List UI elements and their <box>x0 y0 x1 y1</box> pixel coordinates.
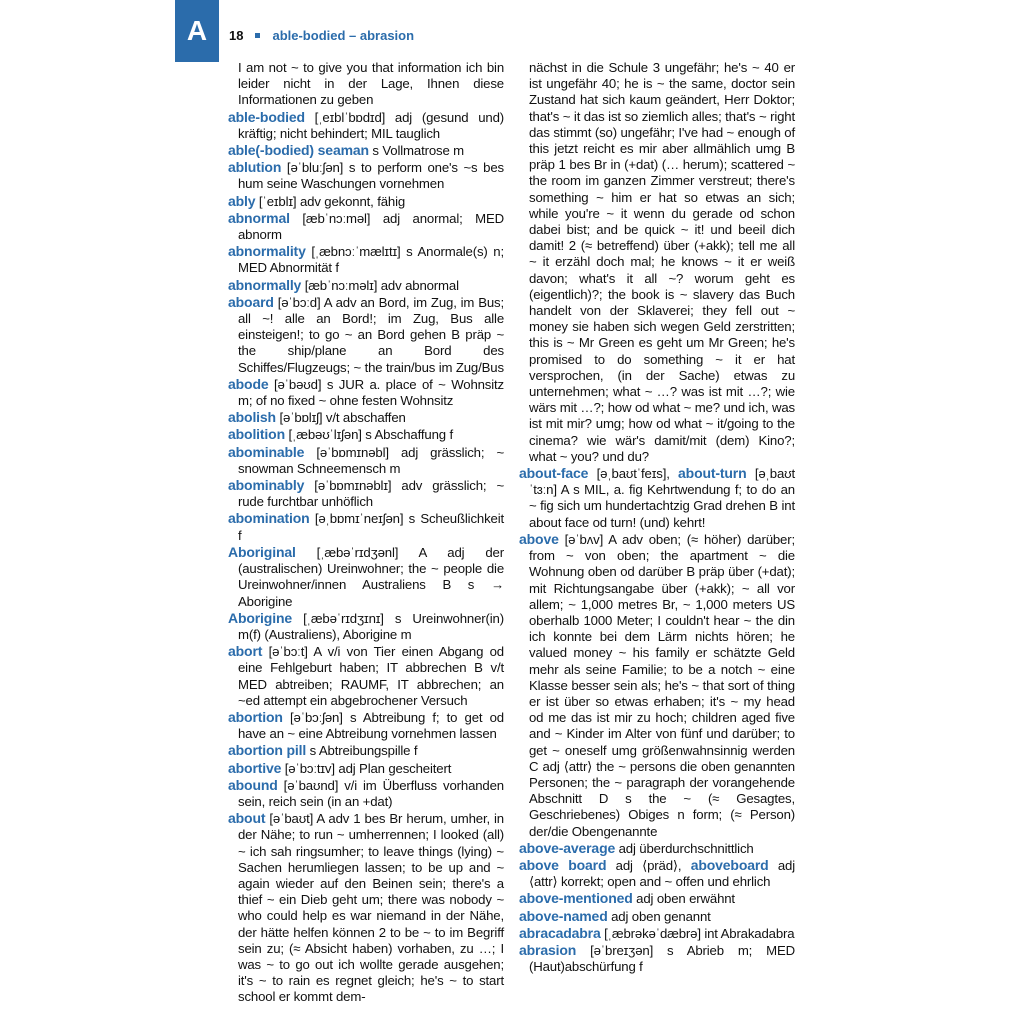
dictionary-entry <box>228 294 504 376</box>
entry-body: [əˈbɒmɪnəblɪ] adv grässlich; ~ rude furchtbar unhöflich <box>238 478 504 510</box>
right-column <box>519 60 795 975</box>
entry-body: [əˈbɒmɪnəbl] adj grässlich; ~ snowman Schneemensch m <box>238 444 504 476</box>
entry-body: [əˈbɒlɪʃ] v/t abschaffen <box>275 410 406 426</box>
section-letter-tab: A <box>175 0 219 62</box>
dictionary-entry <box>228 142 504 159</box>
headword: about <box>228 810 266 827</box>
headword-range: able-bodied – abrasion <box>272 28 415 43</box>
dictionary-entry <box>519 908 795 925</box>
headword: abort <box>228 643 263 660</box>
headword: abolish <box>228 409 276 426</box>
headword: ably <box>228 192 256 209</box>
dictionary-entry <box>228 444 504 477</box>
entry-body: I am not ~ to give you that information ich bin leider nicht in der Lage, Ihnen diese Informationen zu geben <box>238 60 504 108</box>
dictionary-entry <box>228 109 504 142</box>
headword: Aborigine <box>228 609 292 626</box>
entry-body: [ˌæbəˈrɪdʒɪnɪ] s Ureinwohner(in) m(f) (Australiens), Aborigine m <box>238 610 504 642</box>
dictionary-entry <box>228 193 504 210</box>
entry-body: [əˈbaʊnd] v/i im Überfluss vorhanden sein, reich sein (in an +dat) <box>238 777 504 809</box>
entry-body: adj ⟨attr⟩ korrekt; open and ~ offen und ehrlich <box>529 857 795 890</box>
entry-body: [ˌeɪblˈbɒdɪd] adj (gesund und) kräftig; nicht behindert; MIL tauglich <box>238 109 504 141</box>
dictionary-entry <box>228 742 504 759</box>
running-header <box>229 28 414 43</box>
dictionary-entry <box>228 60 504 109</box>
entry-body: adj oben erwähnt <box>632 891 735 907</box>
entry-body: [əˌbaʊtˈfeɪs], <box>588 466 679 482</box>
dictionary-entry <box>228 376 504 409</box>
dictionary-entry <box>228 477 504 510</box>
headword: abortion <box>228 708 283 725</box>
entry-body: [ˌæbəˈrɪdʒənl] A adj der (australischen) Ureinwohner; the ~ people die Ureinwohner/innen Australiens B s → Aborigine <box>238 544 504 609</box>
headword: able(-bodied) seaman <box>228 142 369 159</box>
dictionary-entry <box>228 777 504 810</box>
dictionary-entry <box>228 760 504 777</box>
dictionary-entry <box>228 810 504 1005</box>
headword: about-turn <box>678 465 747 482</box>
headword: abound <box>228 776 278 793</box>
headword: abnormal <box>228 209 290 226</box>
dictionary-entry <box>228 409 504 426</box>
dictionary-entry <box>228 610 504 643</box>
entry-body: [æbˈnɔːməlɪ] adv abnormal <box>301 277 459 293</box>
entry-body: [æbˈnɔːməl] adj anormal; MED abnorm <box>238 210 504 243</box>
dictionary-entry <box>519 890 795 907</box>
headword: aboveboard <box>690 856 769 873</box>
dictionary-entry <box>228 544 504 610</box>
entry-body: [ˌæbəʊˈlɪʃən] s Abschaffung f <box>284 427 453 443</box>
headword: abode <box>228 375 269 392</box>
headword: aboard <box>228 293 274 310</box>
entry-body: [əˈbɔːd] A adv an Bord, im Zug, im Bus; all ~! alle an Bord!; im Zug, Bus alle einsteigen!; to go ~ an Bord gehen B präp ~ the ship/plane an Bord des Schiffes/Flugzeugs; ~ the train/bus im Zug/Bus <box>238 294 504 375</box>
dictionary-entry <box>519 857 795 890</box>
headword: Aboriginal <box>228 543 296 560</box>
entry-body: [əˈbʌv] A adv oben; (≈ höher) darüber; from ~ von oben; the apartment ~ die Wohnung oben od darüber B präp über (+dat); mit Richtungsangabe über (+akk); ~ all vor allem; ~ 1,000 metres Br, ~ 1,000 meters US oberhalb 1000 Meter; I couldn't hear ~ the din ich konnte bei dem Lärm nichts hören; he valued money ~ his family er schätzte Geld mehr als seine Familie; to be a notch ~ eine Klasse besser sein als; he's ~ that sort of thing er ist über so etwas erhaben; it's ~ my head od me das ist mir zu hoch; children aged five and ~ Kinder im Alter von fünf und darüber; to get ~ oneself umg größenwahnsinnig werden C adj ⟨attr⟩ the ~ persons die oben genannten Personen; the ~ paragraph der vorangehende Abschnitt D s the ~ (≈ Gesagtes, Geschriebenes) Obiges n form; (≈ Person) der/die Obengenannte <box>529 531 795 839</box>
headword: abominably <box>228 477 305 494</box>
dictionary-entry <box>519 840 795 857</box>
entry-body: s Abtreibungspille f <box>306 743 418 759</box>
headword: above-named <box>519 907 608 924</box>
headword: about-face <box>519 465 589 482</box>
entry-body: adj ⟨präd⟩, <box>606 857 691 873</box>
dictionary-entry <box>228 709 504 742</box>
headword: above-average <box>519 839 616 856</box>
headword: above <box>519 530 559 547</box>
entry-body: [əˈbreɪʒən] s Abrieb m; MED (Haut)abschürfung f <box>529 942 795 975</box>
headword: abortive <box>228 759 282 776</box>
entry-body: [əˌbɒmɪˈneɪʃən] s Scheußlichkeit f <box>238 511 504 543</box>
headword: able-bodied <box>228 108 305 125</box>
entry-body: [əˈbəʊd] s JUR a. place of ~ Wohnsitz m; of no fixed ~ ohne festen Wohnsitz <box>238 376 504 409</box>
dictionary-entry <box>228 159 504 192</box>
entry-body: adj überdurchschnittlich <box>615 840 754 856</box>
headword: abolition <box>228 426 285 443</box>
dictionary-entry <box>228 277 504 294</box>
entry-body: nächst in die Schule 3 ungefähr; he's ~ 40 er ist ungefähr 40; he is ~ the same, doctor sein Zustand hat sich kaum geändert, Herr Doktor; that's ~ it das ist so ziemlich alles; that's ~ right das stimmt (so) ungefähr; I've had ~ enough of this jetzt reicht es mir aber allmählich umg B präp 1 bes Br in (+dat) (… herum); scattered ~ the room im ganzen Zimmer verstreut; there's something ~ him er hat so etwas an sich; while you're ~ it wenn du gerade od schon dabei bist; and be quick ~ it! und beeil dich damit! 2 (≈ betreffend) über (+akk); tell me all ~ it erzähl doch mal; he knows ~ it er weiß davon; what's it all ~? worum geht es (eigentlich)?; the book is ~ slavery das Buch handelt von der Sklaverei; they fell out ~ money sie haben sich wegen Geld zerstritten; this is ~ Mr Green es geht um Mr Green; he's promised to do something ~ it er hat versprochen, (in der Sache) etwas zu unternehmen; what ~ …? was ist mit …?; wie wärs mit …?; how od what ~ me? und ich, was ist mit mir? umg; how od what ~ it/going to the cinema? wie wär's damit/mit (dem) Kino?; what ~ you? und du? <box>529 60 795 464</box>
dictionary-entry <box>519 531 795 840</box>
dictionary-entry <box>228 510 504 543</box>
dictionary-entry <box>519 925 795 942</box>
dictionary-entry <box>519 60 795 465</box>
dictionary-entry <box>228 243 504 276</box>
separator-square-icon <box>255 33 260 38</box>
headword: abnormality <box>228 243 306 260</box>
dictionary-entry <box>228 210 504 243</box>
entry-body: [ˌæbnɔːˈmælɪtɪ] s Anormale(s) n; MED Abnormität f <box>238 244 504 276</box>
entry-body: s Vollmatrose m <box>368 143 464 159</box>
left-column <box>228 60 504 1006</box>
headword: abortion pill <box>228 742 307 759</box>
headword: abomination <box>228 510 310 527</box>
headword: above board <box>519 856 607 873</box>
entry-body: [əˈbɔːtɪv] adj Plan gescheitert <box>281 760 452 776</box>
entry-body: [əˈbluːʃən] s to perform one's ~s bes hum seine Waschungen vornehmen <box>238 160 504 192</box>
dictionary-entry <box>228 643 504 709</box>
headword: abnormally <box>228 276 302 293</box>
entry-body: [əˈbɔːt] A v/i von Tier einen Abgang od eine Fehlgeburt haben; IT abbrechen B v/t MED abtreiben; RAUMF, IT abbrechen; an ~ed attempt ein abgebrochener Versuch <box>238 644 504 708</box>
headword: above-mentioned <box>519 890 633 907</box>
dictionary-entry <box>228 426 504 443</box>
entry-body: [əˌbaʊtˈtɜːn] A s MIL, a. fig Kehrtwendung f; to do an ~ fig sich um hundertachtzig Grad drehen B int about face od turn! (und) kehrt! <box>529 466 795 530</box>
headword: abominable <box>228 443 305 460</box>
headword: ablution <box>228 159 282 176</box>
dictionary-entry <box>519 942 795 975</box>
entry-body: adj oben genannt <box>607 908 711 924</box>
entry-body: [ˌæbrəkəˈdæbrə] int Abrakadabra <box>600 925 795 941</box>
headword: abrasion <box>519 941 577 958</box>
headword: abracadabra <box>519 924 601 941</box>
entry-body: [əˈbaʊt] A adv 1 bes Br herum, umher, in der Nähe; to run ~ umherrennen; I looked (all) ~ ich sah ringsumher; to leave things (lying) ~ Sachen herumliegen lassen; to be up and ~ again wieder auf den Beinen sein; there's a thief ~ ein Dieb geht um; there was nobody ~ who could help es war niemand in der Nähe, der hätte helfen können 2 to be ~ to im Begriff sein zu; (≈ Absicht haben) vorhaben, zu …; I was ~ to go out ich wollte gerade ausgehen; it's ~ to rain es regnet gleich; he's ~ to start school er kommt dem- <box>238 811 504 1005</box>
page-number: 18 <box>229 28 244 43</box>
entry-body: [ˈeɪblɪ] adv gekonnt, fähig <box>255 193 406 209</box>
entry-body: [əˈbɔːʃən] s Abtreibung f; to get od have an ~ eine Abtreibung vornehmen lassen <box>238 709 504 742</box>
dictionary-entry <box>519 465 795 531</box>
